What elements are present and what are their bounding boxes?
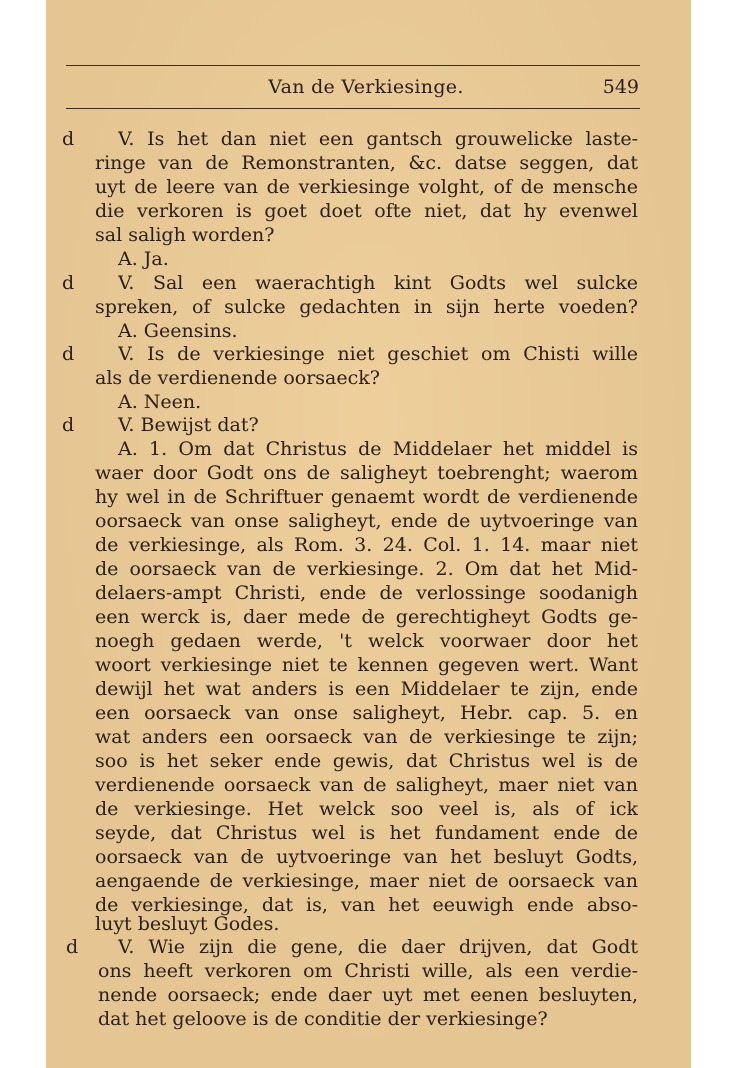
text-line: V. Is het dan niet een gantsch grouwelicke laste- [118,128,638,150]
text-line: soo is het seker ende gewis, dat Christus wel is de [95,750,638,772]
text-line: delaers-ampt Christi, ende de verlossinge soodanigh [95,582,638,604]
text-line: noegh gedaen werde, 't welck voorwaer door het [95,630,638,652]
text-line: V. Bewijst dat? [118,414,259,436]
text-line: spreken, of sulcke gedachten in sijn herte voeden? [95,296,638,318]
text-line: V. Is de verkiesinge niet geschiet om Chisti wille [118,343,638,365]
text-line: A. Geensins. [118,320,238,342]
margin-marker: d [66,936,79,958]
text-line: een oorsaeck van onse saligheyt, Hebr. cap. 5. en [95,702,638,724]
text-line: dewijl het wat anders is een Middelaer te zijn, ende [95,678,638,700]
text-line: nende oorsaeck; ende daer uyt met eenen besluyten, [98,984,638,1006]
header-top-rule [66,65,640,66]
text-line: A. Ja. [118,248,169,270]
text-line: hy wel in de Schriftuer genaemt wordt de verdienende [95,486,638,508]
text-line: woort verkiesinge niet te kennen gegeven wert. Want [95,654,638,676]
text-line: A. Neen. [118,391,202,413]
text-line: V. Wie zijn die gene, die daer drijven, dat Godt [118,936,638,958]
text-line: sal saligh worden? [95,224,275,246]
text-line: als de verdienende oorsaeck? [95,367,380,389]
text-line: seyde, dat Christus wel is het fundament ende de [95,822,638,844]
text-line: aengaende de verkiesinge, maer niet de oorsaeck van [95,870,638,892]
text-line: de oorsaeck van de verkiesinge. 2. Om dat het Mid- [95,558,638,580]
margin-marker: d [62,272,75,294]
text-line: dat het geloove is de conditie der verkiesinge? [98,1008,548,1030]
text-line: ons heeft verkoren om Christi wille, als een verdie- [98,960,638,982]
text-line: V. Sal een waerachtigh kint Godts wel sulcke [118,272,638,294]
book-page [46,0,691,1068]
text-line: de verkiesinge, als Rom. 3. 24. Col. 1. 14. maar niet [95,534,638,556]
running-title: Van de Verkiesinge. [268,76,464,98]
text-line: uyt de leere van de verkiesinge volght, of de mensche [95,176,638,198]
text-line: de verkiesinge, dat is, van het eeuwigh ende abso- [95,894,638,916]
page-number: 549 [602,76,639,98]
text-line: wat anders een oorsaeck van de verkiesinge te zijn; [95,726,638,748]
header-bottom-rule [66,108,640,109]
text-line: die verkoren is goet doet ofte niet, dat hy evenwel [95,200,638,222]
text-line: oorsaeck van de uytvoeringe van het besluyt Godts, [95,846,638,868]
text-line: de verkiesinge. Het welck soo veel is, als of ick [95,798,638,820]
text-line: ringe van de Remonstranten, &c. datse seggen, dat [95,152,638,174]
margin-marker: d [62,343,75,365]
margin-marker: d [62,128,75,150]
text-line: luyt besluyt Godes. [95,913,280,935]
text-line: oorsaeck van onse saligheyt, ende de uytvoeringe van [95,510,638,532]
text-line: een werck is, daer mede de gerechtigheyt Godts ge- [95,606,638,628]
text-line: waer door Godt ons de saligheyt toebrenght; waerom [95,462,638,484]
margin-marker: d [62,414,75,436]
text-line: A. 1. Om dat Christus de Middelaer het middel is [118,438,638,460]
text-line: verdienende oorsaeck van de saligheyt, maer niet van [95,774,638,796]
